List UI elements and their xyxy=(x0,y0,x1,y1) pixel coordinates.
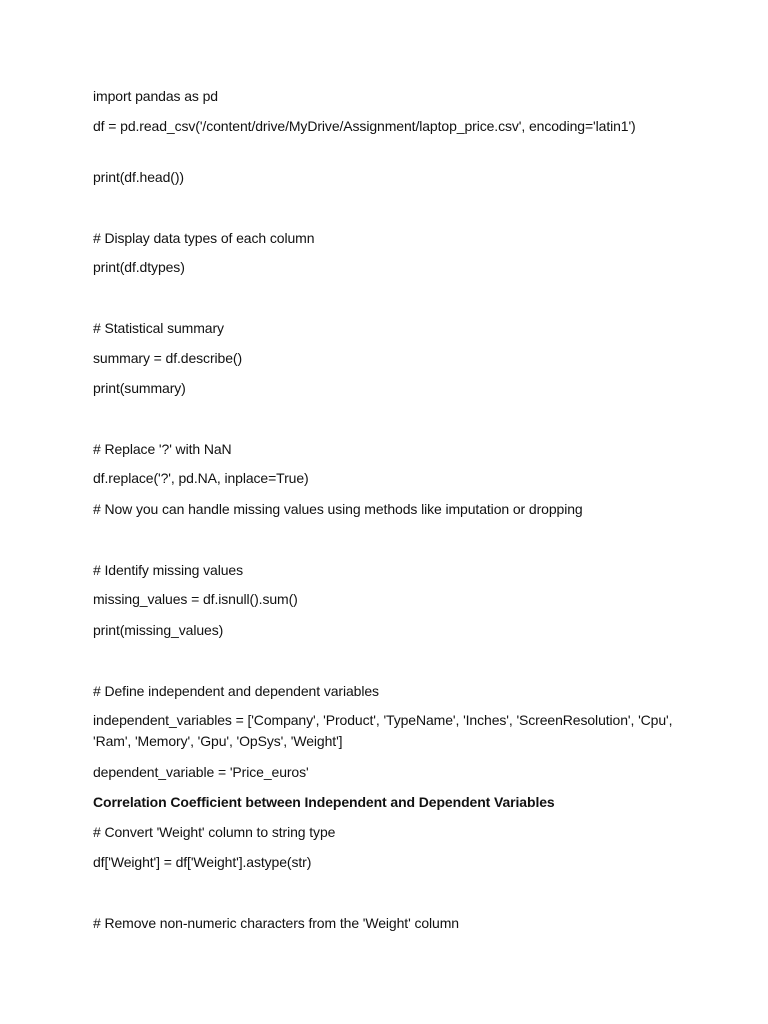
code-comment: # Replace '?' with NaN xyxy=(93,441,232,457)
code-line: print(df.dtypes) xyxy=(93,259,185,275)
code-line: dependent_variable = 'Price_euros' xyxy=(93,764,309,780)
code-line: df = pd.read_csv('/content/drive/MyDrive/Assignment/laptop_price.csv', encoding='latin1') xyxy=(93,118,636,134)
code-line: import pandas as pd xyxy=(93,88,218,104)
code-comment: # Statistical summary xyxy=(93,320,224,336)
section-heading: Correlation Coefficient between Independent and Dependent Variables xyxy=(93,794,555,810)
code-line: summary = df.describe() xyxy=(93,350,243,366)
code-line: print(df.head()) xyxy=(93,169,184,185)
code-comment: # Remove non-numeric characters from the 'Weight' column xyxy=(93,915,459,931)
code-comment: # Display data types of each column xyxy=(93,230,315,246)
code-comment: # Define independent and dependent variables xyxy=(93,683,379,699)
code-line: print(summary) xyxy=(93,380,186,396)
code-comment: # Now you can handle missing values using methods like imputation or dropping xyxy=(93,501,583,517)
code-comment: # Convert 'Weight' column to string type xyxy=(93,824,336,840)
code-line: df['Weight'] = df['Weight'].astype(str) xyxy=(93,854,312,870)
code-line: print(missing_values) xyxy=(93,622,224,638)
code-line: independent_variables = ['Company', 'Product', 'TypeName', 'Inches', 'ScreenResolution', 'Cpu', 'Ram', 'Memory', 'Gpu', 'OpSys', 'Weight'] xyxy=(93,712,677,749)
code-comment: # Identify missing values xyxy=(93,562,244,578)
code-line: df.replace('?', pd.NA, inplace=True) xyxy=(93,470,309,486)
code-line: missing_values = df.isnull().sum() xyxy=(93,591,298,607)
